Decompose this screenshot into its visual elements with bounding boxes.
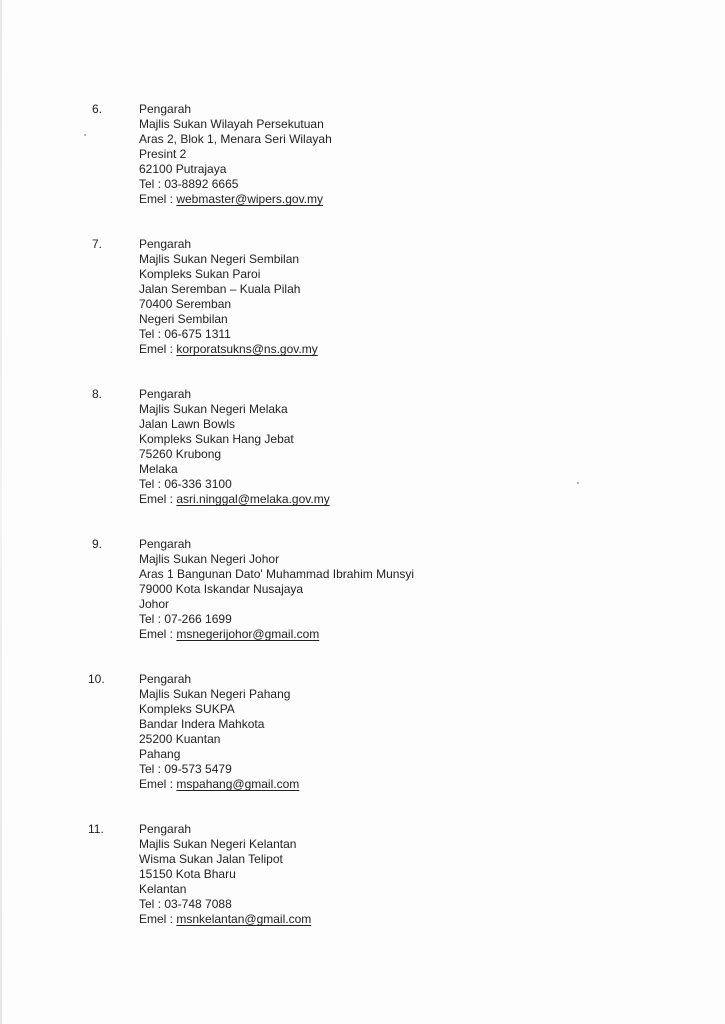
address-line: Melaka xyxy=(139,462,178,476)
address-line: 62100 Putrajaya xyxy=(139,162,227,176)
entry-number: 7. xyxy=(92,237,103,251)
recipient-title: Pengarah xyxy=(139,537,192,551)
email-label: Emel : xyxy=(139,912,177,926)
entry-number: 8. xyxy=(92,387,103,401)
email-label: Emel : xyxy=(139,492,177,506)
organization-name: Majlis Sukan Wilayah Persekutuan xyxy=(139,117,324,131)
address-line: 75260 Krubong xyxy=(139,447,222,461)
address-block xyxy=(139,537,414,642)
entry-number: 10. xyxy=(88,672,105,686)
email-link[interactable]: msnkelantan@gmail.com xyxy=(176,912,312,926)
email-line xyxy=(139,342,318,357)
address-line: Jalan Lawn Bowls xyxy=(139,417,236,431)
address-line: Johor xyxy=(139,597,170,611)
address-line: 79000 Kota Iskandar Nusajaya xyxy=(139,582,304,596)
address-line: Bandar Indera Mahkota xyxy=(139,717,265,731)
entry-number: 9. xyxy=(92,537,103,551)
entry-number: 6. xyxy=(92,102,103,116)
address-line: Aras 1 Bangunan Dato' Muhammad Ibrahim Munsyi xyxy=(139,567,415,581)
scan-edge xyxy=(0,0,2,1024)
address-block xyxy=(139,237,318,357)
email-label: Emel : xyxy=(139,192,177,206)
organization-name: Majlis Sukan Negeri Sembilan xyxy=(139,252,300,266)
address-line: Tel : 07-266 1699 xyxy=(139,612,232,626)
address-line: Kompleks Sukan Paroi xyxy=(139,267,261,281)
recipient-title: Pengarah xyxy=(139,822,192,836)
email-link[interactable]: mspahang@gmail.com xyxy=(176,777,300,791)
address-block xyxy=(139,387,330,507)
address-line: Kompleks SUKPA xyxy=(139,702,235,716)
email-link[interactable]: msnegerijohor@gmail.com xyxy=(176,627,320,641)
email-line xyxy=(139,777,299,792)
recipient-title: Pengarah xyxy=(139,237,192,251)
address-line: Tel : 03-8892 6665 xyxy=(139,177,239,191)
address-line: 25200 Kuantan xyxy=(139,732,221,746)
address-block xyxy=(139,102,332,207)
address-line: Tel : 03-748 7088 xyxy=(139,897,232,911)
email-label: Emel : xyxy=(139,342,177,356)
organization-name: Majlis Sukan Negeri Johor xyxy=(139,552,280,566)
address-line: Kelantan xyxy=(139,882,187,896)
address-line: Kompleks Sukan Hang Jebat xyxy=(139,432,294,446)
address-line: Tel : 09-573 5479 xyxy=(139,762,232,776)
address-line: Presint 2 xyxy=(139,147,187,161)
address-line: Negeri Sembilan xyxy=(139,312,228,326)
email-line xyxy=(139,627,414,642)
address-line: 15150 Kota Bharu xyxy=(139,867,236,881)
address-block xyxy=(139,672,299,792)
recipient-title: Pengarah xyxy=(139,102,192,116)
recipient-title: Pengarah xyxy=(139,672,192,686)
address-line: Wisma Sukan Jalan Telipot xyxy=(139,852,283,866)
recipient-title: Pengarah xyxy=(139,387,192,401)
address-line: Pahang xyxy=(139,747,181,761)
organization-name: Majlis Sukan Negeri Kelantan xyxy=(139,837,297,851)
organization-name: Majlis Sukan Negeri Melaka xyxy=(139,402,288,416)
email-line xyxy=(139,492,330,507)
email-line xyxy=(139,912,311,927)
address-block xyxy=(139,822,311,927)
email-label: Emel : xyxy=(139,777,177,791)
email-link[interactable]: webmaster@wipers.gov.my xyxy=(176,192,324,206)
address-line: Tel : 06-336 3100 xyxy=(139,477,232,491)
address-line: Jalan Seremban – Kuala Pilah xyxy=(139,282,301,296)
email-link[interactable]: korporatsukns@ns.gov.my xyxy=(176,342,318,356)
scan-speck xyxy=(577,482,579,484)
address-line: 70400 Seremban xyxy=(139,297,232,311)
address-line: Aras 2, Blok 1, Menara Seri Wilayah xyxy=(139,132,332,146)
email-link[interactable]: asri.ninggal@melaka.gov.my xyxy=(176,492,330,506)
entry-number: 11. xyxy=(88,822,104,836)
address-line: Tel : 06-675 1311 xyxy=(139,327,231,341)
scan-speck xyxy=(84,134,86,136)
organization-name: Majlis Sukan Negeri Pahang xyxy=(139,687,291,701)
email-label: Emel : xyxy=(139,627,177,641)
email-line xyxy=(139,192,332,207)
